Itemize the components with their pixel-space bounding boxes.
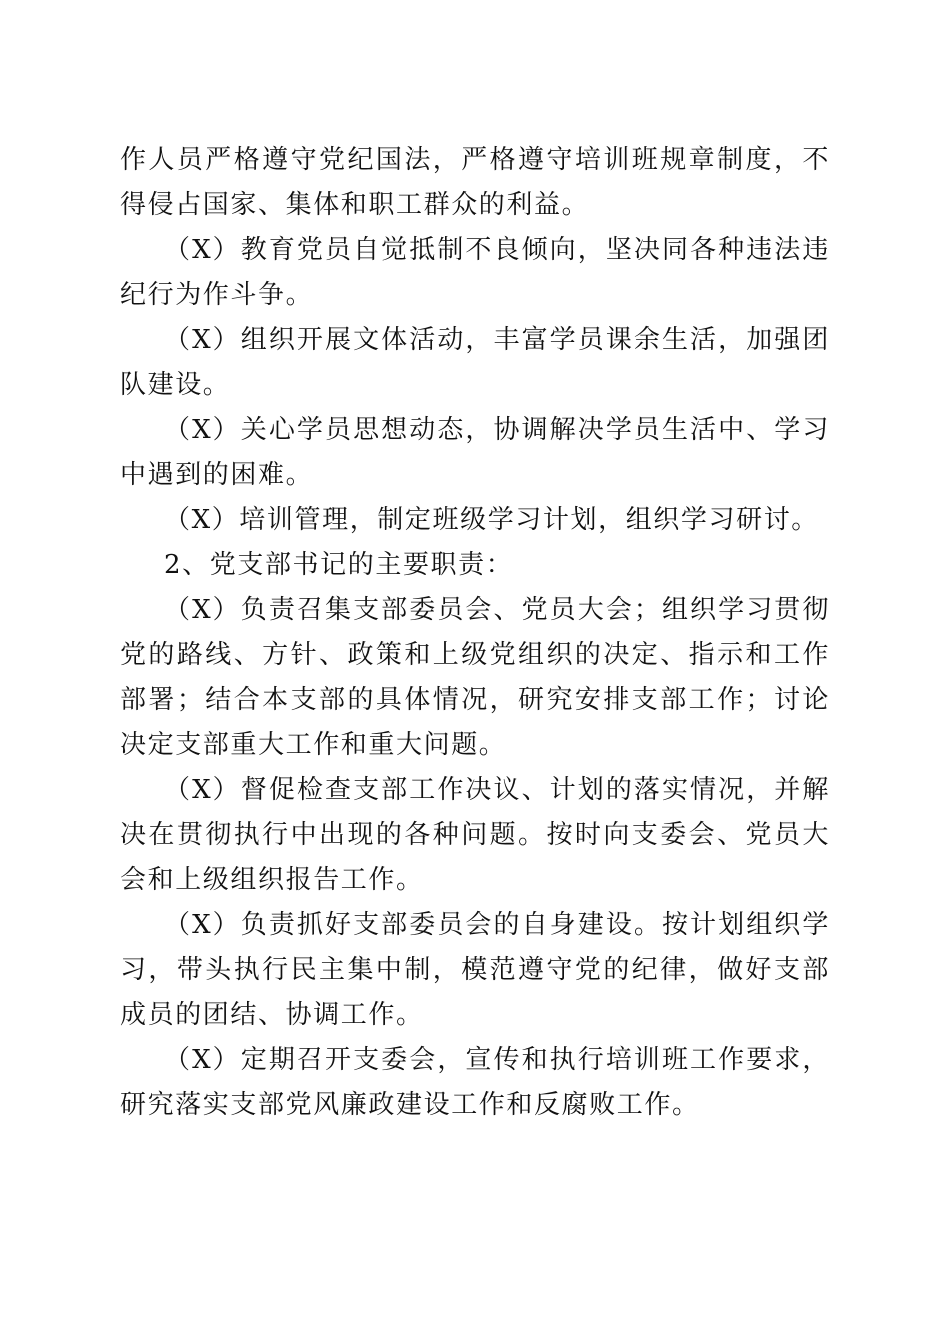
- paragraph-item: （X）教育党员自觉抵制不良倾向，坚决同各种违法违纪行为作斗争。: [120, 235, 830, 310]
- document-page: [120, 138, 830, 1128]
- paragraph-item: （X）负责抓好支部委员会的自身建设。按计划组织学习，带头执行民主集中制，模范遵守党的纪律，做好支部成员的团结、协调工作。: [120, 910, 830, 1030]
- paragraph-item: （X）负责召集支部委员会、党员大会；组织学习贯彻党的路线、方针、政策和上级党组织的决定、指示和工作部署；结合本支部的具体情况，研究安排支部工作；讨论决定支部重大工作和重大问题。: [120, 595, 830, 760]
- section-heading: 2、党支部书记的主要职责：: [164, 550, 514, 580]
- paragraph-item: （X）关心学员思想动态，协调解决学员生活中、学习中遇到的困难。: [120, 415, 830, 490]
- paragraph-item: （X）培训管理，制定班级学习计划，组织学习研讨。: [164, 505, 819, 535]
- paragraph-continuation: 作人员严格遵守党纪国法，严格遵守培训班规章制度，不得侵占国家、集体和职工群众的利益。: [120, 145, 830, 220]
- paragraph-item: （X）定期召开支委会，宣传和执行培训班工作要求，研究落实支部党风廉政建设工作和反腐败工作。: [120, 1045, 830, 1120]
- paragraph-item: （X）督促检查支部工作决议、计划的落实情况，并解决在贯彻执行中出现的各种问题。按时向支委会、党员大会和上级组织报告工作。: [120, 775, 830, 895]
- paragraph-item: （X）组织开展文体活动，丰富学员课余生活，加强团队建设。: [120, 325, 830, 400]
